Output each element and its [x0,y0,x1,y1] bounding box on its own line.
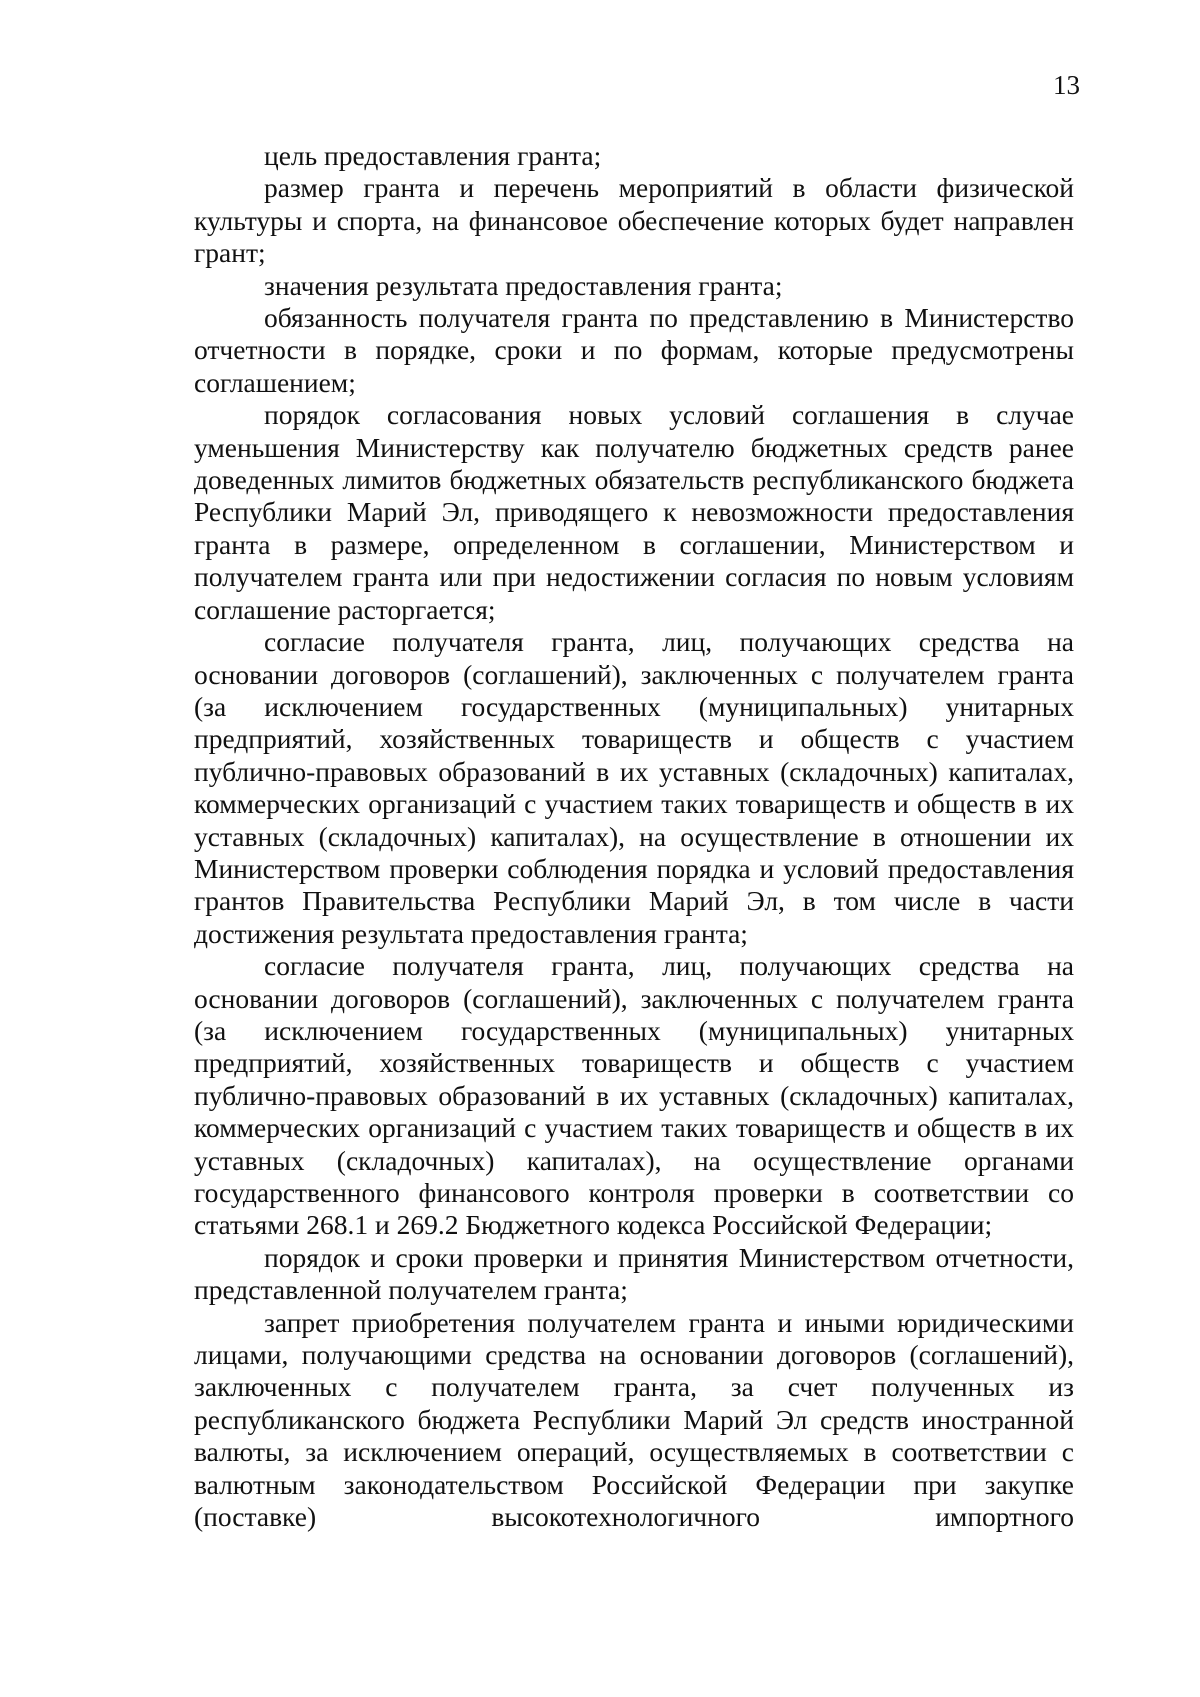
paragraph: размер гранта и перечень мероприятий в области физической культуры и спорта, на финансовое обеспечение которых будет направлен грант; [194,172,1074,269]
paragraph: цель предоставления гранта; [264,140,602,171]
paragraph: согласие получателя гранта, лиц, получающих средства на основании договоров (соглашений), заключенных с получателем гранта (за исключением государственных (муниципальных) унитарных предприятий, хозяйственных товариществ и обществ с участием публично-правовых образований в их уставных (складочных) капиталах, коммерческих организаций с участием таких товариществ и обществ в их уставных (складочных) капиталах), на осуществление в отношении их Министерством проверки соблюдения порядка и условий предоставления грантов Правительства Республики Марий Эл, в том числе в части достижения результата предоставления гранта; [194,626,1074,949]
document-body [194,140,1074,1533]
paragraph: порядок и сроки проверки и принятия Министерством отчетности, представленной получателем гранта; [194,1241,1074,1306]
paragraph: согласие получателя гранта, лиц, получающих средства на основании договоров (соглашений), заключенных с получателем гранта (за исключением государственных (муниципальных) унитарных предприятий, хозяйственных товариществ и обществ с участием публично-правовых образований в их уставных (складочных) капиталах, коммерческих организаций с участием таких товариществ и обществ в их уставных (складочных) капиталах), на осуществление органами государственного финансового контроля проверки в соответствии со статьями 268.1 и 269.2 Бюджетного кодекса Российской Федерации; [194,950,1074,1241]
paragraph: порядок согласования новых условий соглашения в случае уменьшения Министерству как получателю бюджетных средств ранее доведенных лимитов бюджетных обязательств республиканского бюджета Республики Марий Эл, приводящего к невозможности предоставления гранта в размере, определенном в соглашении, Министерством и получателем гранта или при недостижении согласия по новым условиям соглашение расторгается; [194,399,1074,625]
page-number: 13 [1053,70,1080,100]
paragraph-continued: запрет приобретения получателем гранта и иными юридическими лицами, получающими средства на основании договоров (соглашений), заключенных с получателем гранта, за счет полученных из республиканского бюджета Республики Марий Эл средств иностранной валюты, за исключением операций, осуществляемых в соответствии с валютным законодательством Российской Федерации при закупке (поставке) высокотехнологичного импортного [194,1306,1074,1533]
paragraph: обязанность получателя гранта по представлению в Министерство отчетности в порядке, сроки и по формам, которые предусмотрены соглашением; [194,302,1074,398]
paragraph: значения результата предоставления гранта; [264,269,783,301]
